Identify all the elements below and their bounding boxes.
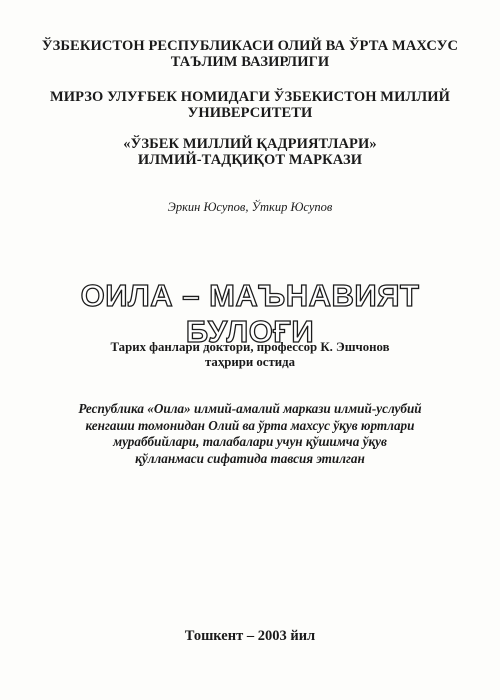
research-center-heading bbox=[20, 136, 480, 168]
recommendation-block bbox=[20, 401, 480, 467]
authors-line bbox=[20, 199, 480, 215]
authors: Эркин Юсупов, Ўткир Юсупов bbox=[167, 200, 333, 214]
ministry-heading bbox=[20, 38, 480, 70]
book-title: ОИЛА – МАЪНАВИЯТ БУЛОҒИ bbox=[80, 278, 420, 349]
university-line-1: МИРЗО УЛУҒБЕК НОМИДАГИ ЎЗБЕКИСТОН МИЛЛИЙ bbox=[49, 89, 451, 105]
recommendation-line-2: кенгаши томонидан Олий ва ўрта махсус ўқув юртлари bbox=[85, 417, 415, 433]
editor-line-2: таҳрири остида bbox=[204, 355, 296, 369]
recommendation-line-1: Республика «Оила» илмий-амалий маркази илмий-услубий bbox=[78, 401, 422, 416]
ministry-line-2: ТАЪЛИМ ВАЗИРЛИГИ bbox=[170, 54, 330, 70]
ministry-line-1: ЎЗБЕКИСТОН РЕСПУБЛИКАСИ ОЛИЙ ВА ЎРТА МАХСУС bbox=[41, 38, 459, 54]
imprint-block bbox=[20, 628, 480, 644]
university-heading bbox=[20, 89, 480, 121]
editor-block bbox=[20, 340, 480, 370]
place-year: Тошкент – 2003 йил bbox=[184, 628, 316, 644]
center-line-1: «ЎЗБЕК МИЛЛИЙ ҚАДРИЯТЛАРИ» bbox=[123, 136, 377, 152]
university-line-2: УНИВЕРСИТЕТИ bbox=[187, 105, 313, 121]
editor-line-1: Тарих фанлари доктори, профессор К. Эшчонов bbox=[110, 340, 390, 354]
recommendation-line-4: қўлланмаси сифатида тавсия этилган bbox=[135, 450, 365, 466]
recommendation-line-3: мураббийлари, талабалари учун қўшимча ўқув bbox=[113, 434, 387, 449]
center-line-2: ИЛМИЙ-ТАДҚИҚОТ МАРКАЗИ bbox=[137, 152, 363, 168]
